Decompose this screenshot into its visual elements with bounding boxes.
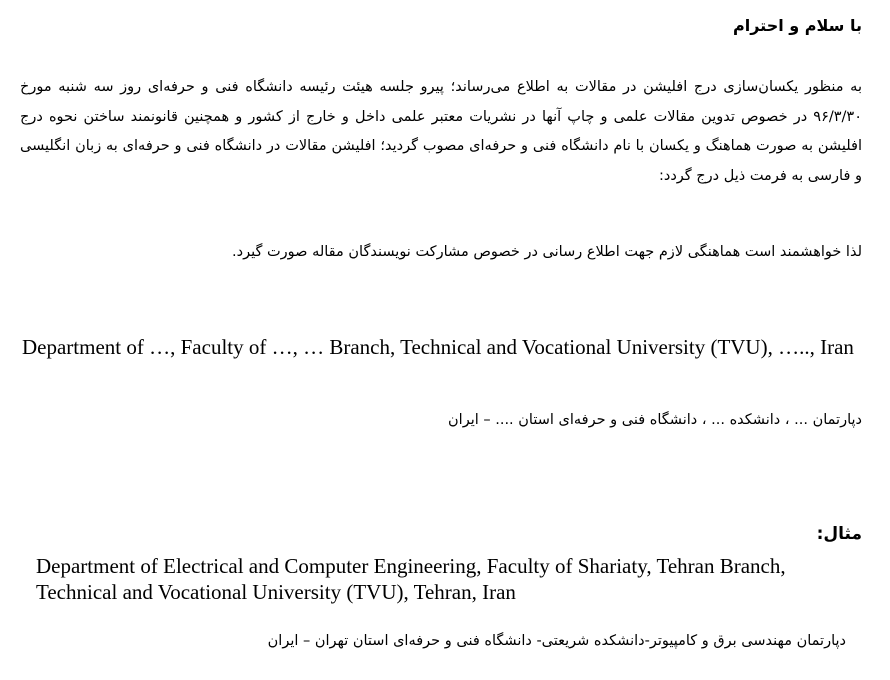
request-line: لذا خواهشمند است هماهنگی لازم جهت اطلاع رسانی در خصوص مشارکت نویسندگان مقاله صورت گیرد. <box>232 244 862 260</box>
affiliation-example-persian: دپارتمان مهندسی برق و کامپیوتر-دانشکده شریعتی- دانشگاه فنی و حرفه‌ای استان تهران – ایران <box>267 633 846 649</box>
example-label: مثال: <box>816 524 862 544</box>
affiliation-template-english: Department of …, Faculty of …, … Branch, Technical and Vocational University (TVU), ….., Iran <box>22 335 854 359</box>
affiliation-template-persian: دپارتمان ... ، دانشکده ... ، دانشگاه فنی و حرفه‌ای استان .... – ایران <box>448 412 862 428</box>
affiliation-example-english: Department of Electrical and Computer Engineering, Faculty of Shariaty, Tehran Branch, Technical and Vocational University (TVU), Tehran, Iran <box>36 554 786 604</box>
greeting-heading: با سلام و احترام <box>733 16 862 35</box>
body-paragraph: به منظور یکسان‌سازی درج افلیشن در مقالات به اطلاع می‌رساند؛ پیرو جلسه هیئت رئیسه دانشگاه فنی و حرفه‌ای روز سه شنبه مورخ ۹۶/۳/۳۰ در خصوص تدوین مقالات علمی و چاپ آنها در نشریات معتبر علمی داخل و خارج از کشور و همچنین قانونمند ساختن نحوه درج افلیشن به صورت هماهنگ و یکسان با نام دانشگاه فنی و حرفه‌ای مصوب گردید؛ افلیشن مقالات در دانشگاه فنی و حرفه‌ای به زبان انگلیسی و فارسی به فرمت ذیل درج گردد: <box>20 79 862 184</box>
